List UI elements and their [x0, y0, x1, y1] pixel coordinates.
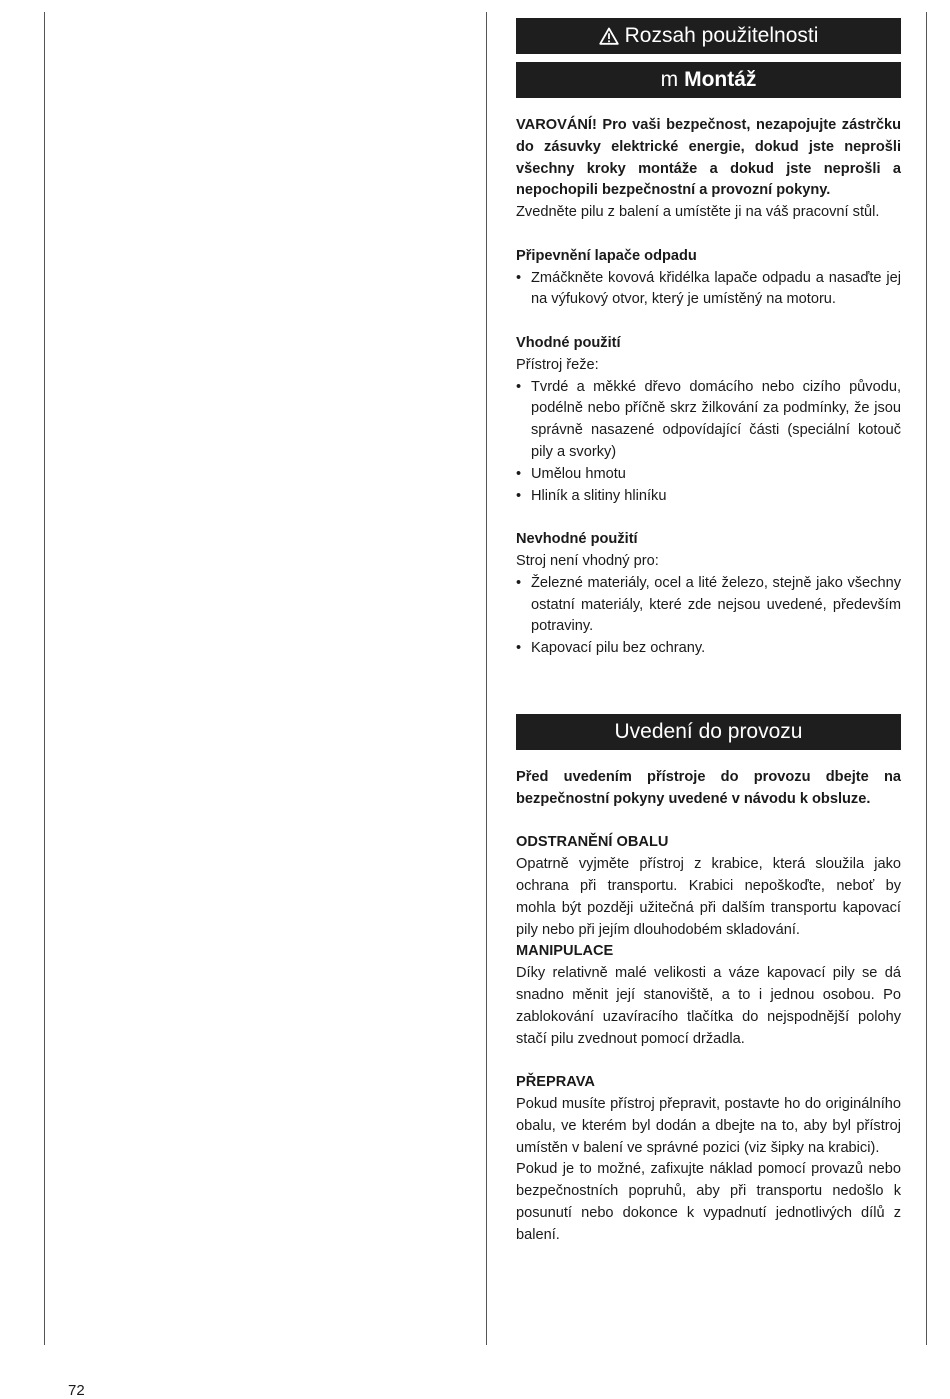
section-prefix-m: m — [660, 68, 679, 91]
center-column-line — [486, 12, 487, 1345]
heading-handling: MANIPULACE — [516, 943, 614, 960]
heading-unsuitable: Nevhodné použití — [516, 531, 638, 548]
list-item: • Umělou hmotu — [516, 465, 626, 482]
warning-text: VAROVÁNÍ! Pro vaši bezpečnost, nezapojujte zástrčku do zásuvky elektrické energie, dokud jste neprošli všechny kroky montáže a dokud jste neprošli a nepochopili bezpečnostní a provozní pokyny. — [516, 117, 901, 199]
list-item: • Tvrdé a měkké dřevo domácího nebo cizího původu, podélně nebo příčně skrz žilkování za podmínky, že jsou správně nasazené odpovídající části (speciální kotouč pily a svorky) — [516, 378, 901, 460]
list-item: • Zmáčkněte kovová křidélka lapače odpadu a nasaďte jej na výfukový otvor, který je umístěný na motoru. — [516, 269, 901, 308]
warning-triangle-icon — [599, 27, 619, 45]
page-number: 72 — [68, 1382, 85, 1399]
suitable-list — [516, 377, 901, 508]
content-column-top — [516, 18, 901, 660]
transport-text-2: Pokud je to možné, zafixujte náklad pomocí provazů nebo bezpečnostních popruhů, aby při transportu nedošlo k posunutí nebo dokonce k vypadnutí jednotlivých dílů z balení. — [516, 1161, 901, 1243]
handling-text: Díky relativně malé velikosti a váze kapovací pily se dá snadno měnit její stanoviště, a to i jednou osobou. Po zablokování uzavíracího tlačítka do nejspodnější polohy stačí pilu zvednout pomocí držadla. — [516, 965, 901, 1047]
unsuitable-list — [516, 573, 901, 660]
attach-list — [516, 268, 901, 312]
right-margin-line — [926, 12, 927, 1345]
section-header-rozsah — [516, 18, 901, 54]
section-header-montaz — [516, 62, 901, 98]
list-item: • Železné materiály, ocel a lité železo, stejně jako všechny ostatní materiály, které zde nejsou uvedené, především potraviny. — [516, 574, 901, 635]
transport-text-1: Pokud musíte přístroj přepravit, postavte ho do originálního obalu, ve kterém byl dodán a dbejte na to, aby byl přístroj umístěn v balení ve správné pozici (viz šipky na krabici). — [516, 1095, 901, 1156]
list-item: • Hliník a slitiny hliníku — [516, 487, 667, 504]
heading-suitable: Vhodné použití — [516, 334, 621, 351]
heading-transport: PŘEPRAVA — [516, 1074, 595, 1091]
list-item: • Kapovací pilu bez ochrany. — [516, 640, 706, 657]
provoz-intro: Před uvedením přístroje do provozu dbejte na bezpečnostní pokyny uvedené v návodu k obsluze. — [516, 769, 901, 807]
heading-attach: Připevnění lapače odpadu — [516, 247, 697, 264]
left-margin-line — [44, 12, 45, 1345]
instruction-text: Zvedněte pilu z balení a umístěte ji na váš pracovní stůl. — [516, 204, 880, 221]
heading-unpack: ODSTRANĚNÍ OBALU — [516, 834, 669, 851]
section-title-montaz: Montáž — [684, 68, 757, 91]
suitable-intro: Přístroj řeže: — [516, 356, 599, 373]
unpack-text: Opatrně vyjměte přístroj z krabice, která sloužila jako ochrana při transportu. Krabici nepoškoďte, neboť by mohla být později užitečná při dalším transportu kapovací pily nebo při jejím dlouhodobém skladování. — [516, 856, 901, 938]
section-title-provoz: Uvedení do provozu — [614, 720, 803, 743]
unsuitable-intro: Stroj není vhodný pro: — [516, 552, 659, 569]
section-header-provoz — [516, 714, 901, 750]
section-title-rozsah: Rozsah použitelnosti — [624, 24, 819, 47]
content-column-bottom — [516, 714, 901, 1247]
